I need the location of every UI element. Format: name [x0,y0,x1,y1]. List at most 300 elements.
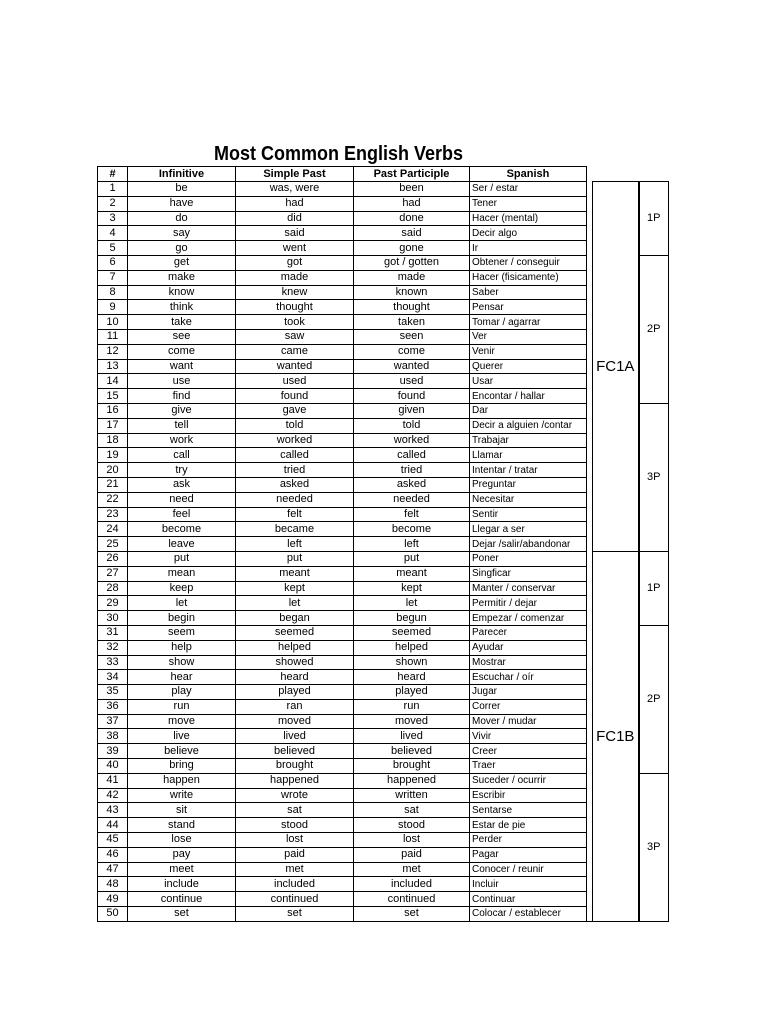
spacer-cell [587,315,593,330]
past-participle-cell: worked [354,433,470,448]
infinitive-cell: put [128,551,236,566]
table-row [98,300,669,315]
table-row [98,714,669,729]
simple-past-cell: used [236,374,354,389]
table-row [98,389,669,404]
spacer-cell [587,196,593,211]
row-number-cell: 40 [98,759,128,774]
table-row [98,892,669,907]
past-participle-cell: played [354,685,470,700]
past-participle-cell: given [354,403,470,418]
spacer-cell [587,729,593,744]
simple-past-cell: stood [236,818,354,833]
spanish-cell: Mover / mudar [470,714,587,729]
infinitive-cell: find [128,389,236,404]
past-participle-cell: put [354,551,470,566]
infinitive-cell: ask [128,477,236,492]
infinitive-cell: happen [128,773,236,788]
infinitive-cell: do [128,211,236,226]
infinitive-cell: see [128,329,236,344]
infinitive-cell: make [128,270,236,285]
table-row [98,463,669,478]
spacer-cell [587,625,593,640]
table-row [98,182,669,197]
spacer-cell [587,329,593,344]
simple-past-cell: let [236,596,354,611]
past-participle-cell: got / gotten [354,255,470,270]
table-row [98,862,669,877]
simple-past-cell: believed [236,744,354,759]
spanish-cell: Encontar / hallar [470,389,587,404]
row-number-cell: 20 [98,463,128,478]
spanish-cell: Parecer [470,625,587,640]
simple-past-cell: heard [236,670,354,685]
simple-past-cell: kept [236,581,354,596]
spanish-cell: Correr [470,699,587,714]
simple-past-cell: set [236,907,354,922]
spacer-cell [587,818,593,833]
simple-past-cell: felt [236,507,354,522]
simple-past-cell: came [236,344,354,359]
infinitive-cell: get [128,255,236,270]
table-row [98,507,669,522]
spanish-cell: Conocer / reunir [470,862,587,877]
table-row [98,433,669,448]
row-number-cell: 39 [98,744,128,759]
part-label: 1P [639,551,669,625]
row-number-cell: 43 [98,803,128,818]
row-number-cell: 35 [98,685,128,700]
past-participle-cell: kept [354,581,470,596]
table-row [98,403,669,418]
infinitive-cell: try [128,463,236,478]
table-row [98,833,669,848]
simple-past-cell: went [236,241,354,256]
past-participle-cell: felt [354,507,470,522]
spanish-cell: Singficar [470,566,587,581]
spacer-cell [587,270,593,285]
table-row [98,877,669,892]
row-number-cell: 34 [98,670,128,685]
spacer-cell [587,877,593,892]
table-row [98,492,669,507]
row-number-cell: 37 [98,714,128,729]
spacer-cell [587,581,593,596]
spacer-cell [587,744,593,759]
row-number-cell: 31 [98,625,128,640]
infinitive-cell: call [128,448,236,463]
spacer-cell [587,862,593,877]
row-number-cell: 13 [98,359,128,374]
past-participle-cell: seemed [354,625,470,640]
spacer-cell [587,359,593,374]
spanish-cell: Ayudar [470,640,587,655]
simple-past-cell: met [236,862,354,877]
table-row [98,773,669,788]
spacer-cell [587,907,593,922]
table-row [98,566,669,581]
past-participle-cell: paid [354,847,470,862]
table-row [98,344,669,359]
infinitive-cell: go [128,241,236,256]
table-row [98,418,669,433]
table-row [98,788,669,803]
simple-past-cell: sat [236,803,354,818]
spanish-cell: Llegar a ser [470,522,587,537]
row-number-cell: 8 [98,285,128,300]
part-label: 2P [639,255,669,403]
table-row [98,803,669,818]
past-participle-cell: run [354,699,470,714]
spanish-cell: Sentarse [470,803,587,818]
simple-past-cell: brought [236,759,354,774]
table-row [98,477,669,492]
infinitive-cell: come [128,344,236,359]
simple-past-cell: told [236,418,354,433]
row-number-cell: 25 [98,537,128,552]
table-row [98,685,669,700]
spacer-cell [587,492,593,507]
table-row [98,818,669,833]
past-participle-cell: come [354,344,470,359]
infinitive-cell: show [128,655,236,670]
spacer-cell [587,255,593,270]
past-participle-cell: helped [354,640,470,655]
infinitive-cell: let [128,596,236,611]
spacer-cell [587,655,593,670]
table-row [98,270,669,285]
spacer-cell [587,344,593,359]
table-row [98,551,669,566]
row-number-cell: 33 [98,655,128,670]
spanish-cell: Mostrar [470,655,587,670]
row-number-cell: 47 [98,862,128,877]
past-participle-cell: become [354,522,470,537]
table-row [98,448,669,463]
simple-past-cell: made [236,270,354,285]
spanish-cell: Usar [470,374,587,389]
spacer-cell [587,507,593,522]
simple-past-cell: gave [236,403,354,418]
simple-past-cell: began [236,611,354,626]
row-number-cell: 27 [98,566,128,581]
infinitive-cell: set [128,907,236,922]
spacer-cell [587,759,593,774]
table-row [98,670,669,685]
spacer-cell [587,537,593,552]
simple-past-cell: lost [236,833,354,848]
row-number-cell: 2 [98,196,128,211]
spacer-cell [587,433,593,448]
table-row [98,744,669,759]
part-label: 3P [639,403,669,551]
past-participle-cell: left [354,537,470,552]
table-row [98,241,669,256]
past-participle-cell: moved [354,714,470,729]
spacer-cell [587,448,593,463]
table-row [98,255,669,270]
simple-past-cell: moved [236,714,354,729]
table-header-row [98,167,669,182]
row-number-cell: 48 [98,877,128,892]
table-row [98,699,669,714]
simple-past-cell: saw [236,329,354,344]
infinitive-cell: write [128,788,236,803]
past-participle-cell: shown [354,655,470,670]
table-row [98,640,669,655]
infinitive-cell: seem [128,625,236,640]
row-number-cell: 46 [98,847,128,862]
simple-past-cell: asked [236,477,354,492]
row-number-cell: 12 [98,344,128,359]
spacer-cell [587,403,593,418]
spanish-cell: Dar [470,403,587,418]
row-number-cell: 3 [98,211,128,226]
infinitive-cell: run [128,699,236,714]
infinitive-cell: need [128,492,236,507]
table-row [98,581,669,596]
row-number-cell: 11 [98,329,128,344]
past-participle-cell: gone [354,241,470,256]
row-number-cell: 45 [98,833,128,848]
row-number-cell: 42 [98,788,128,803]
spacer-cell [587,892,593,907]
table-row [98,611,669,626]
spanish-cell: Dejar /salir/abandonar [470,537,587,552]
table-row [98,596,669,611]
past-participle-cell: brought [354,759,470,774]
row-number-cell: 5 [98,241,128,256]
past-participle-cell: used [354,374,470,389]
infinitive-cell: become [128,522,236,537]
spacer-cell [587,847,593,862]
past-participle-cell: said [354,226,470,241]
infinitive-cell: keep [128,581,236,596]
table-row [98,655,669,670]
header-spanish: Spanish [470,167,587,182]
table-row [98,759,669,774]
row-number-cell: 16 [98,403,128,418]
table-row [98,226,669,241]
spanish-cell: Ser / estar [470,182,587,197]
spacer-cell [587,670,593,685]
spacer-cell [587,803,593,818]
infinitive-cell: know [128,285,236,300]
infinitive-cell: move [128,714,236,729]
infinitive-cell: tell [128,418,236,433]
spanish-cell: Pagar [470,847,587,862]
row-number-cell: 29 [98,596,128,611]
past-participle-cell: asked [354,477,470,492]
row-number-cell: 24 [98,522,128,537]
spanish-cell: Permitir / dejar [470,596,587,611]
spacer-cell [587,241,593,256]
spacer-cell [587,596,593,611]
table-row [98,374,669,389]
infinitive-cell: play [128,685,236,700]
row-number-cell: 30 [98,611,128,626]
part-label: 1P [639,182,669,256]
spanish-cell: Necesitar [470,492,587,507]
part-label: 2P [639,625,669,773]
spacer-cell [587,566,593,581]
row-number-cell: 10 [98,315,128,330]
spanish-cell: Escribir [470,788,587,803]
simple-past-cell: showed [236,655,354,670]
row-number-cell: 9 [98,300,128,315]
spanish-cell: Jugar [470,685,587,700]
infinitive-cell: say [128,226,236,241]
spanish-cell: Trabajar [470,433,587,448]
infinitive-cell: give [128,403,236,418]
row-number-cell: 26 [98,551,128,566]
past-participle-cell: taken [354,315,470,330]
spanish-cell: Hacer (fisicamente) [470,270,587,285]
row-number-cell: 50 [98,907,128,922]
spanish-cell: Tomar / agarrar [470,315,587,330]
past-participle-cell: written [354,788,470,803]
past-participle-cell: sat [354,803,470,818]
row-number-cell: 23 [98,507,128,522]
table-row [98,847,669,862]
spanish-cell: Intentar / tratar [470,463,587,478]
past-participle-cell: had [354,196,470,211]
spacer-cell [587,374,593,389]
header-number: # [98,167,128,182]
table-row [98,907,669,922]
infinitive-cell: believe [128,744,236,759]
row-number-cell: 7 [98,270,128,285]
group-label: FC1B [593,551,639,921]
simple-past-cell: included [236,877,354,892]
spanish-cell: Creer [470,744,587,759]
spanish-cell: Decir a alguien /contar [470,418,587,433]
past-participle-cell: seen [354,329,470,344]
table-row [98,537,669,552]
past-participle-cell: called [354,448,470,463]
row-number-cell: 4 [98,226,128,241]
spacer-cell [587,418,593,433]
spanish-cell: Manter / conservar [470,581,587,596]
row-number-cell: 28 [98,581,128,596]
spanish-cell: Pensar [470,300,587,315]
infinitive-cell: think [128,300,236,315]
row-number-cell: 15 [98,389,128,404]
spanish-cell: Decir algo [470,226,587,241]
past-participle-cell: wanted [354,359,470,374]
spanish-cell: Estar de pie [470,818,587,833]
past-participle-cell: heard [354,670,470,685]
simple-past-cell: had [236,196,354,211]
past-participle-cell: lost [354,833,470,848]
past-participle-cell: done [354,211,470,226]
table-row [98,729,669,744]
header-past-participle: Past Participle [354,167,470,182]
page-title: Most Common English Verbs [214,143,464,165]
spanish-cell: Venir [470,344,587,359]
past-participle-cell: tried [354,463,470,478]
infinitive-cell: help [128,640,236,655]
spanish-cell: Poner [470,551,587,566]
simple-past-cell: became [236,522,354,537]
past-participle-cell: included [354,877,470,892]
spacer-cell [587,389,593,404]
row-number-cell: 32 [98,640,128,655]
past-participle-cell: continued [354,892,470,907]
table-row [98,522,669,537]
row-number-cell: 17 [98,418,128,433]
spanish-cell: Hacer (mental) [470,211,587,226]
spanish-cell: Perder [470,833,587,848]
spanish-cell: Colocar / establecer [470,907,587,922]
past-participle-cell: happened [354,773,470,788]
simple-past-cell: did [236,211,354,226]
past-participle-cell: begun [354,611,470,626]
table-row [98,211,669,226]
simple-past-cell: seemed [236,625,354,640]
row-number-cell: 36 [98,699,128,714]
simple-past-cell: tried [236,463,354,478]
simple-past-cell: wrote [236,788,354,803]
table-row [98,359,669,374]
infinitive-cell: hear [128,670,236,685]
past-participle-cell: set [354,907,470,922]
spanish-cell: Incluir [470,877,587,892]
past-participle-cell: lived [354,729,470,744]
spanish-cell: Obtener / conseguir [470,255,587,270]
past-participle-cell: made [354,270,470,285]
simple-past-cell: took [236,315,354,330]
spacer-cell [587,611,593,626]
simple-past-cell: ran [236,699,354,714]
row-number-cell: 49 [98,892,128,907]
spanish-cell: Saber [470,285,587,300]
simple-past-cell: thought [236,300,354,315]
past-participle-cell: meant [354,566,470,581]
spanish-cell: Ver [470,329,587,344]
infinitive-cell: have [128,196,236,211]
simple-past-cell: paid [236,847,354,862]
row-number-cell: 1 [98,182,128,197]
spacer-cell [587,699,593,714]
simple-past-cell: lived [236,729,354,744]
row-number-cell: 14 [98,374,128,389]
infinitive-cell: lose [128,833,236,848]
infinitive-cell: mean [128,566,236,581]
spanish-cell: Continuar [470,892,587,907]
spanish-cell: Ir [470,241,587,256]
past-participle-cell: thought [354,300,470,315]
simple-past-cell: meant [236,566,354,581]
simple-past-cell: put [236,551,354,566]
verb-table [97,166,669,922]
past-participle-cell: met [354,862,470,877]
row-number-cell: 44 [98,818,128,833]
row-number-cell: 18 [98,433,128,448]
infinitive-cell: continue [128,892,236,907]
simple-past-cell: said [236,226,354,241]
row-number-cell: 6 [98,255,128,270]
spacer-cell [587,226,593,241]
part-label: 3P [639,773,669,921]
past-participle-cell: stood [354,818,470,833]
infinitive-cell: begin [128,611,236,626]
spanish-cell: Traer [470,759,587,774]
infinitive-cell: work [128,433,236,448]
simple-past-cell: was, were [236,182,354,197]
spacer-cell [587,463,593,478]
infinitive-cell: leave [128,537,236,552]
